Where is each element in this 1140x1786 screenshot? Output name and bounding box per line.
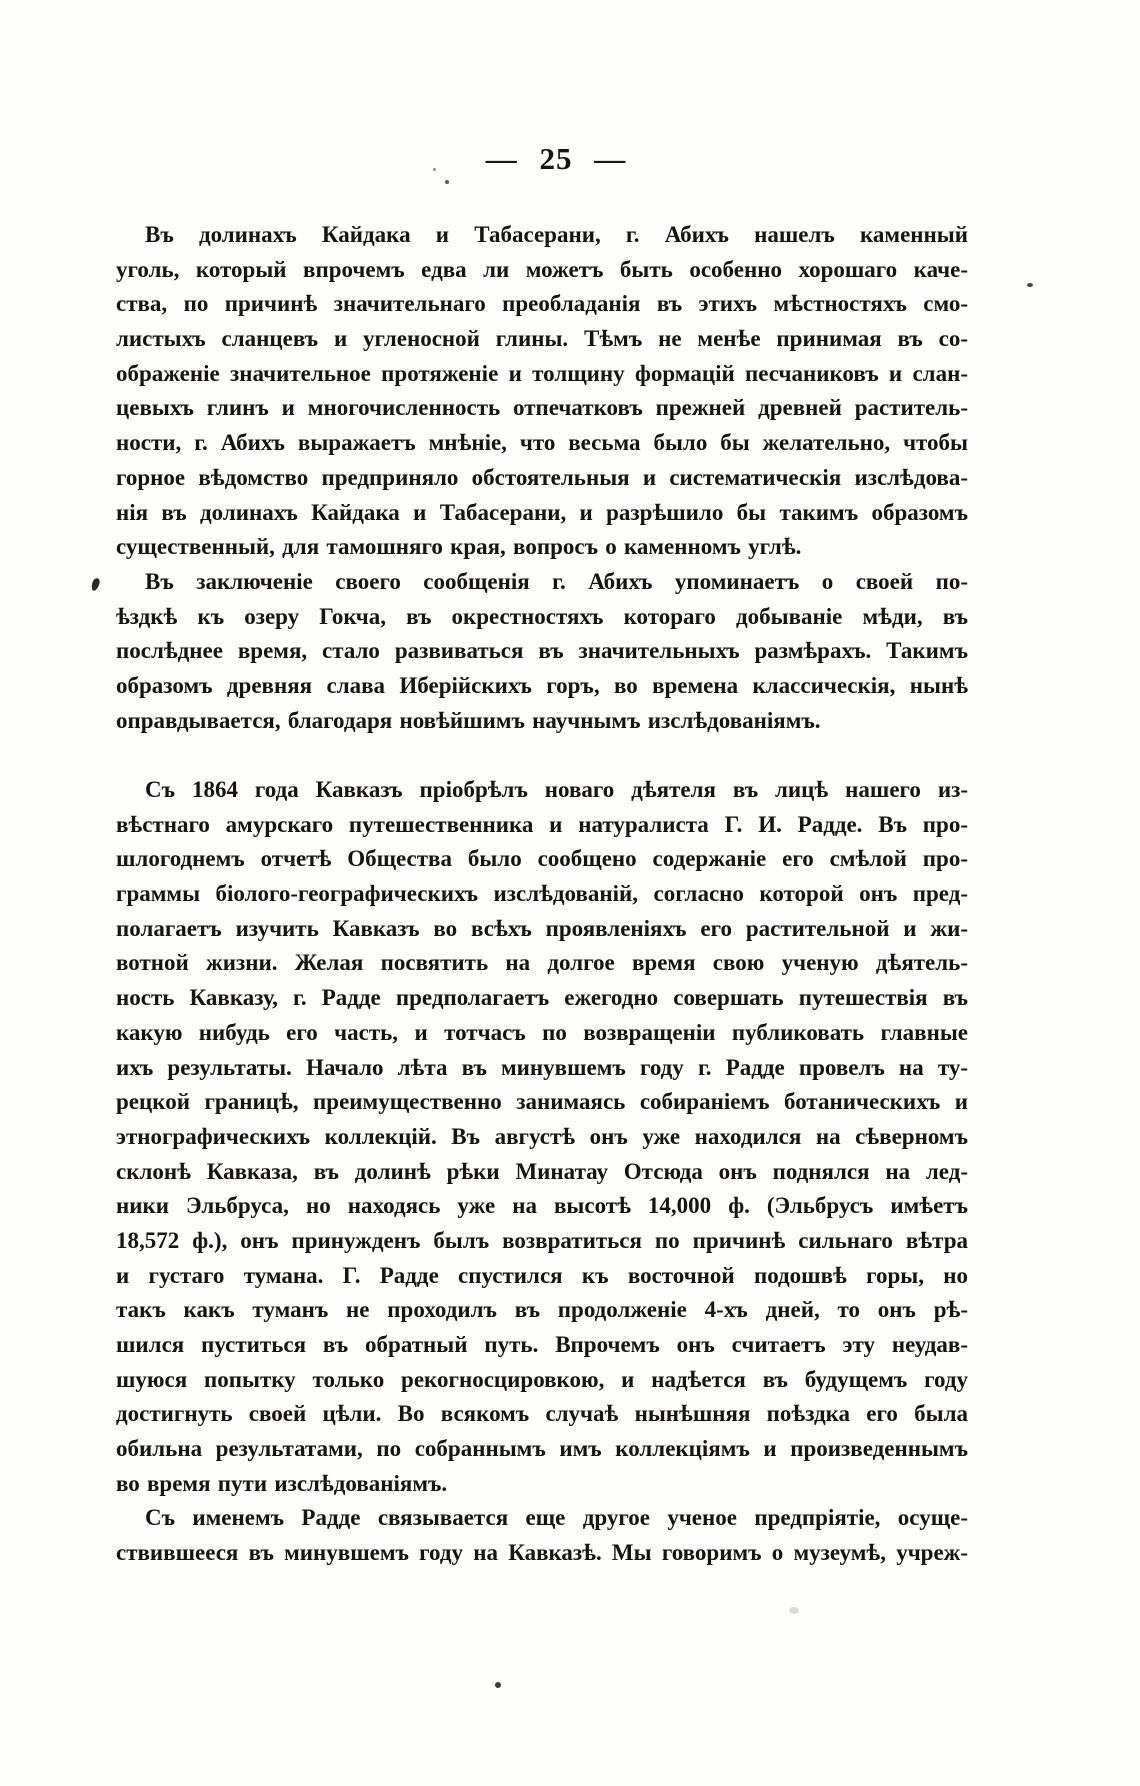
ink-speck <box>789 1607 799 1614</box>
text-line: шился пуститься въ обратный путь. Впрочемъ онъ считаетъ эту неудав- <box>116 1332 968 1357</box>
text-line: горное вѣдомство предприняло обстоятельныя и систематическія изслѣдова- <box>116 464 968 490</box>
text-line: склонѣ Кавказа, въ долинѣ рѣки Минатау Отсюда онъ поднялся на лед- <box>116 1158 968 1184</box>
text-line: оправдывается, благодаря новѣйшимъ научнымъ изслѣдованіямъ. <box>116 707 821 733</box>
ink-speck <box>495 1682 501 1688</box>
text-line: и густаго тумана. Г. Радде спустился къ восточной подошвѣ горы, но <box>116 1262 968 1288</box>
text-line: достигнуть своей цѣли. Во всякомъ случаѣ нынѣшняя поѣздка его была <box>116 1401 968 1427</box>
text-line: существенный, для тамошняго края, вопросъ о каменномъ углѣ. <box>116 534 802 560</box>
text-line: обильна результатами, по собраннымъ имъ коллекціямъ и произведеннымъ <box>116 1436 968 1462</box>
text-line: граммы біолого-географическихъ изслѣдованій, согласно которой онъ пред- <box>116 881 968 907</box>
text-line: вѣстнаго амурскаго путешественника и натуралиста Г. И. Радде. Въ про- <box>116 811 968 837</box>
text-line: ники Эльбруса, но находясь уже на высотѣ 14,000 ф. (Эльбрусъ имѣетъ <box>116 1193 968 1219</box>
text-line: листыхъ сланцевъ и угленосной глины. Тѣмъ не менѣе принимая въ со- <box>116 326 968 352</box>
text-line: ности, г. Абихъ выражаетъ мнѣніе, что весьма было бы желательно, чтобы <box>116 430 968 456</box>
ink-speck <box>433 168 436 171</box>
text-line: ѣздкѣ къ озеру Гокча, въ окрестностяхъ котораго добываніе мѣди, въ <box>116 603 968 629</box>
text-line: Съ именемъ Радде связывается еще другое ученое предпріятіе, осуще- <box>145 1505 968 1531</box>
text-line: послѣднее время, стало развиваться въ значительныхъ размѣрахъ. Такимъ <box>116 638 968 664</box>
text-line: какую нибудь его часть, и тотчасъ по возвращеніи публиковать главные <box>116 1019 968 1045</box>
text-line: Въ заключеніе своего сообщенія г. Абихъ упоминаетъ о своей по- <box>145 568 968 594</box>
text-line: полагаетъ изучить Кавказъ во всѣхъ проявленіяхъ его растительной и жи- <box>116 915 968 941</box>
paragraph <box>116 565 968 738</box>
text-line: этнографическихъ коллекцій. Въ августѣ онъ уже находился на сѣверномъ <box>116 1123 968 1149</box>
text-line: цевыхъ глинъ и многочисленность отпечатковъ прежней древней раститель- <box>116 395 968 421</box>
text-line: ображеніе значительное протяженіе и толщину формацій песчаниковъ и слан- <box>116 360 968 386</box>
text-line: уголь, который впрочемъ едва ли можетъ быть особенно хорошаго каче- <box>116 256 968 282</box>
ink-speck <box>90 577 101 592</box>
text-line: во время пути изслѣдованіямъ. <box>116 1470 448 1496</box>
ink-speck <box>1027 283 1033 287</box>
text-line: ствившееся въ минувшемъ году на Кавказѣ. Мы говоримъ о музеумѣ, учреж- <box>116 1540 968 1566</box>
text-line: образомъ древняя слава Иберійскихъ горъ, во времена классическія, нынѣ <box>116 672 968 698</box>
text-line: рецкой границѣ, преимущественно занимаясь собираніемъ ботаническихъ и <box>116 1089 968 1115</box>
ink-speck <box>445 180 449 184</box>
text-line: Въ долинахъ Кайдака и Табасерани, г. Абихъ нашелъ каменный <box>145 222 968 247</box>
body-text <box>116 218 968 1571</box>
text-line: ность Кавказу, г. Радде предполагаетъ ежегодно совершать путешествія въ <box>116 985 968 1011</box>
paragraph <box>116 218 968 565</box>
text-line: вотной жизни. Желая посвятить на долгое время свою ученую дѣятель- <box>116 950 968 976</box>
text-line: шуюся попытку только рекогносцировкою, и надѣется въ будущемъ году <box>116 1366 968 1392</box>
text-line: 18,572 ф.), онъ принужденъ былъ возвратиться по причинѣ сильнаго вѣтра <box>116 1227 968 1253</box>
text-line: такъ какъ туманъ не проходилъ въ продолженіе 4-хъ дней, то онъ рѣ- <box>116 1297 968 1323</box>
text-line: шлогоднемъ отчетѣ Общества было сообщено содержаніе его смѣлой про- <box>116 846 968 872</box>
text-line: Съ 1864 года Кавказъ пріобрѣлъ новаго дѣятеля въ лицѣ нашего из- <box>145 777 968 802</box>
page-number-header: — 25 — <box>485 141 627 176</box>
text-line: нія въ долинахъ Кайдака и Табасерани, и разрѣшило бы такимъ образомъ <box>116 499 968 525</box>
paragraph <box>116 1501 968 1570</box>
text-line: ства, по причинѣ значительнаго преобладанія въ этихъ мѣстностяхъ смо- <box>116 291 968 317</box>
paragraph <box>116 773 968 1501</box>
text-line: ихъ результаты. Начало лѣта въ минувшемъ году г. Радде провелъ на ту- <box>116 1054 968 1080</box>
